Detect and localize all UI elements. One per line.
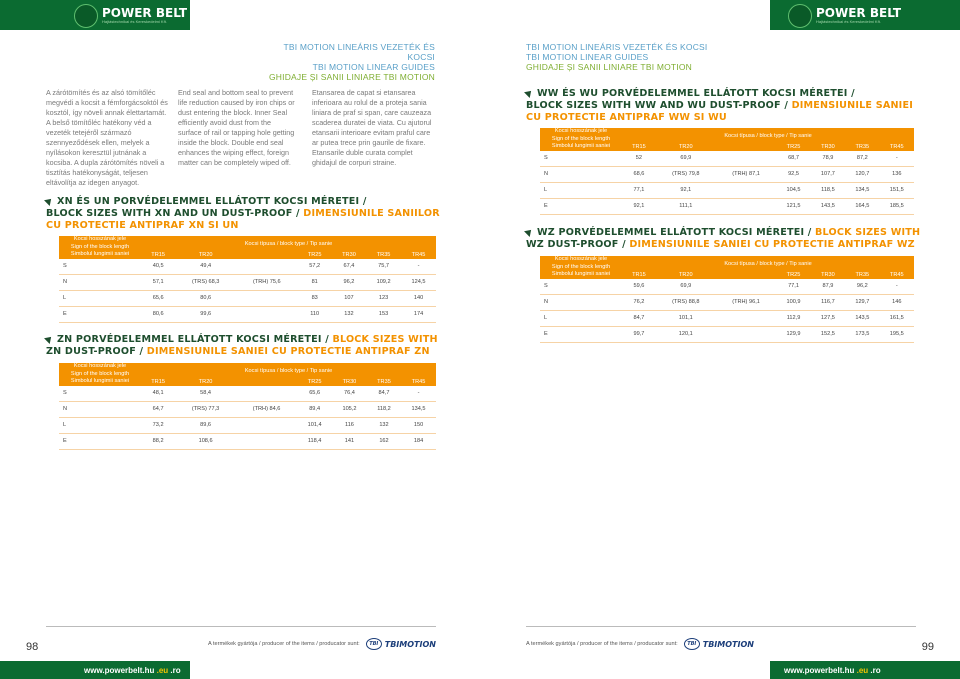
- intro-text-ro: Etansarea de capat si etansarea inferioara au rolul de a proteja sania liniara de praf si span, care cauzeaza scaderea duratei de viata. Cu ajutorul etansarii interioare evitam praful care ar putea trece prin gaurile de fixare. Etansarile duble curata complet ghidajul de corpuri straine.: [312, 88, 432, 167]
- brand-name: POWER BELT: [816, 6, 902, 20]
- table-col-row: TR15 TR20 TR25 TR30 TR35 TR45: [540, 271, 914, 279]
- website-url-left[interactable]: www.powerbelt.hu .eu .ro: [84, 666, 181, 675]
- footer-divider-right: [526, 626, 916, 627]
- header-line-hu: TBI MOTION LINEÁRIS VEZETÉK ÉS KOCSI: [283, 42, 435, 62]
- table-row: S 52 69,9 68,7 78,9 87,2 -: [540, 151, 914, 167]
- table-row: E 80,6 99,6 110 132 153 174: [59, 306, 436, 322]
- intro-text-en: End seal and bottom seal to prevent life reduction caused by iron chips or dust entering the block. Inner Seal efficiently avoid dust from the surface of rail or tapping hole getting inside the block. Double end seal enhances the wiping effect, foreign matter can be completely wiped off.: [178, 88, 295, 167]
- row-header-cell: Kocsi hosszának jele Sign of the block length Simbolul lungimii saniei: [59, 236, 141, 259]
- header-line-ro: GHIDAJE ȘI SANII LINIARE TBI MOTION: [268, 72, 435, 82]
- table-row: N 68,6 (TRS) 79,8 (TRH) 87,1 92,5 107,7 120,7 136: [540, 166, 914, 182]
- table-row: N 57,1 (TRS) 68,3 (TRH) 75,6 81 96,2 109,2 124,5: [59, 274, 436, 290]
- logo-icon: [74, 4, 98, 28]
- block-type-header: Kocsi típusa / block type / Tip sanie: [141, 363, 436, 378]
- table-wz: [540, 256, 914, 343]
- table-row: E 92,1 111,1 121,5 143,5 164,5 185,5: [540, 198, 914, 214]
- header-line-en: TBI MOTION LINEAR GUIDES: [526, 52, 649, 62]
- row-header-cell: Kocsi hosszának jele Sign of the block length Simbolul lungimii saniei: [540, 256, 622, 279]
- block-type-header: Kocsi típusa / block type / Tip sanie: [622, 128, 914, 143]
- tbimotion-logo: TBI TBIMOTION: [684, 638, 754, 650]
- block-type-header: Kocsi típusa / block type / Tip sanie: [622, 256, 914, 271]
- section-title-xn-un: XN ÉS UN PORVÉDELEMMEL ELLÁTOTT KOCSI MÉRETEI / BLOCK SIZES WITH XN AND UN DUST-PROOF / DIMENSIUNILE SANIILOR CU PROTECTIE ANTIPRAF XN SI UN: [46, 196, 440, 231]
- table-row: L 73,2 89,6 101,4 116 132 150: [59, 417, 436, 433]
- table-row: E 88,2 108,6 118,4 141 162 184: [59, 433, 436, 449]
- section-title-wz: WZ PORVÉDELEMMEL ELLÁTOTT KOCSI MÉRETEI / BLOCK SIZES WITH WZ DUST-PROOF / DIMENSIUNILE SANIEI CU PROTECTIE ANTIPRAF WZ: [526, 227, 921, 250]
- table-row: N 64,7 (TRS) 77,3 (TRH) 84,6 89,4 105,2 118,2 134,5: [59, 401, 436, 417]
- row-header-cell: Kocsi hosszának jele Sign of the block length Simbolul lungimii saniei: [540, 128, 622, 151]
- table-header-row: [540, 128, 914, 143]
- producer-text: A termékek gyártója / producer of the items / producator sunt:: [526, 641, 678, 647]
- producer-note-right: [526, 638, 754, 650]
- arrow-icon: [44, 196, 54, 206]
- page-header-right: [526, 42, 707, 72]
- table-row: S 48,1 58,4 65,6 76,4 84,7 -: [59, 386, 436, 402]
- header-line-hu: TBI MOTION LINEÁRIS VEZETÉK ÉS KOCSI: [526, 42, 708, 52]
- brand-name: POWER BELT: [102, 6, 188, 20]
- table-header-row: [540, 256, 914, 271]
- page-number-left: 98: [26, 641, 39, 653]
- table-col-row: TR15 TR20 TR25 TR30 TR35 TR45: [540, 143, 914, 151]
- brand-logo-right: [788, 4, 901, 28]
- producer-note-left: [208, 638, 436, 650]
- table-header-row: [59, 236, 436, 251]
- table-zn: [59, 363, 436, 450]
- table-row: L 84,7 101,1 112,9 127,5 143,5 161,5: [540, 310, 914, 326]
- producer-text: A termékek gyártója / producer of the items / producator sunt:: [208, 641, 360, 647]
- tbi-circle-icon: TBI: [366, 638, 382, 650]
- footer-divider-left: [46, 626, 436, 627]
- logo-icon: [788, 4, 812, 28]
- tbimotion-logo: TBI TBIMOTION: [366, 638, 436, 650]
- brand-logo-left: [74, 4, 187, 28]
- row-header-cell: Kocsi hosszának jele Sign of the block length Simbolul lungimii saniei: [59, 363, 141, 386]
- table-row: S 59,6 69,9 77,1 87,9 96,2 -: [540, 279, 914, 295]
- section-title-ww-wu: WW ÉS WU PORVÉDELEMMEL ELLÁTOTT KOCSI MÉRETEI / BLOCK SIZES WITH WW AND WU DUST-PROOF / DIMENSIUNILE SANIEI CU PROTECTIE ANTIPRAF WW SI WU: [526, 88, 913, 123]
- section-title-zn: ZN PORVÉDELEMMEL ELLÁTOTT KOCSI MÉRETEI / BLOCK SIZES WITH ZN DUST-PROOF / DIMENSIUNILE SANIEI CU PROTECTIE ANTIPRAF ZN: [46, 334, 438, 357]
- table-row: S 40,5 49,4 57,2 67,4 75,7 -: [59, 259, 436, 275]
- table-row: L 65,6 80,6 83 107 123 140: [59, 290, 436, 306]
- page-header-left: [265, 42, 435, 82]
- arrow-icon: [44, 334, 54, 344]
- brand-tagline: Hajtástechnikai és Kereskedelmi Kft.: [816, 19, 881, 24]
- header-line-ro: GHIDAJE ȘI SANII LINIARE TBI MOTION: [526, 62, 693, 72]
- website-url-right[interactable]: www.powerbelt.hu .eu .ro: [784, 666, 881, 675]
- tbi-circle-icon: TBI: [684, 638, 700, 650]
- table-header-row: [59, 363, 436, 378]
- table-xn-un: [59, 236, 436, 323]
- table-col-row: TR15 TR20 TR25 TR30 TR35 TR45: [59, 378, 436, 386]
- intro-text-hu: A zárótömítés és az alsó tömítőléc megvédi a kocsit a fémforgácsoktól és kosztól, így növeli annak élettartamát. A belső tömítőléc hatékony véd a vezeték tetejéről származó szennyeződések ellen, melyek a nyílásokon keresztül jutnának a kocsiba. A dupla zárótömítés növeli a tisztítás hatékonyságát, teljesen eltávolítja az idegen anyagot.: [46, 88, 168, 187]
- table-col-row: TR15 TR20 TR25 TR30 TR35 TR45: [59, 251, 436, 259]
- table-row: N 76,2 (TRS) 88,8 (TRH) 96,1 100,9 116,7 129,7 146: [540, 294, 914, 310]
- table-ww-wu: [540, 128, 914, 215]
- arrow-icon: [524, 227, 534, 237]
- header-line-en: TBI MOTION LINEAR GUIDES: [312, 62, 435, 72]
- arrow-icon: [524, 88, 534, 98]
- page-number-right: 99: [921, 641, 934, 653]
- block-type-header: Kocsi típusa / block type / Tip sanie: [141, 236, 436, 251]
- brand-tagline: Hajtástechnikai és Kereskedelmi Kft.: [102, 19, 167, 24]
- table-row: L 77,1 92,1 104,5 118,5 134,5 151,5: [540, 182, 914, 198]
- table-row: E 99,7 120,1 129,9 152,5 173,5 195,5: [540, 326, 914, 342]
